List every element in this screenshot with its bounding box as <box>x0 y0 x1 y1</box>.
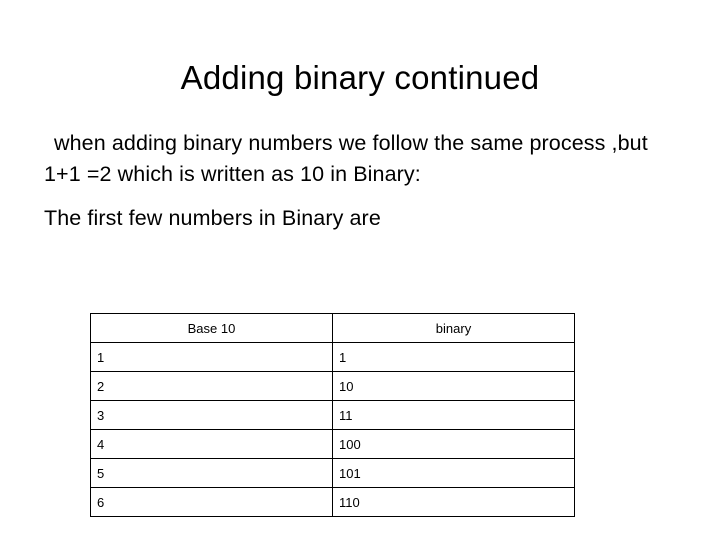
table-cell-binary: 11 <box>333 401 575 430</box>
table-cell-binary: 101 <box>333 459 575 488</box>
body-paragraph-1: when adding binary numbers we follow the same process ,but 1+1 =2 which is written as 10 in Binary: <box>44 131 648 186</box>
table-row <box>91 430 575 459</box>
binary-table-container <box>90 313 574 517</box>
table-row <box>91 459 575 488</box>
table-header-row <box>91 314 575 343</box>
table-row <box>91 372 575 401</box>
table-cell-base10: 4 <box>91 430 333 459</box>
table-row <box>91 488 575 517</box>
table-cell-binary: 10 <box>333 372 575 401</box>
table-header-binary: binary <box>333 314 575 343</box>
table-cell-binary: 1 <box>333 343 575 372</box>
slide-body <box>44 128 684 248</box>
body-paragraph-2: The first few numbers in Binary are <box>44 206 381 231</box>
table-cell-base10: 2 <box>91 372 333 401</box>
table-cell-base10: 6 <box>91 488 333 517</box>
table-header-base10: Base 10 <box>91 314 333 343</box>
table-cell-binary: 100 <box>333 430 575 459</box>
table-row <box>91 343 575 372</box>
table-cell-base10: 1 <box>91 343 333 372</box>
table-cell-binary: 110 <box>333 488 575 517</box>
table-cell-base10: 5 <box>91 459 333 488</box>
page-title: Adding binary continued <box>180 59 540 97</box>
table-row <box>91 401 575 430</box>
binary-table <box>90 313 575 517</box>
table-cell-base10: 3 <box>91 401 333 430</box>
